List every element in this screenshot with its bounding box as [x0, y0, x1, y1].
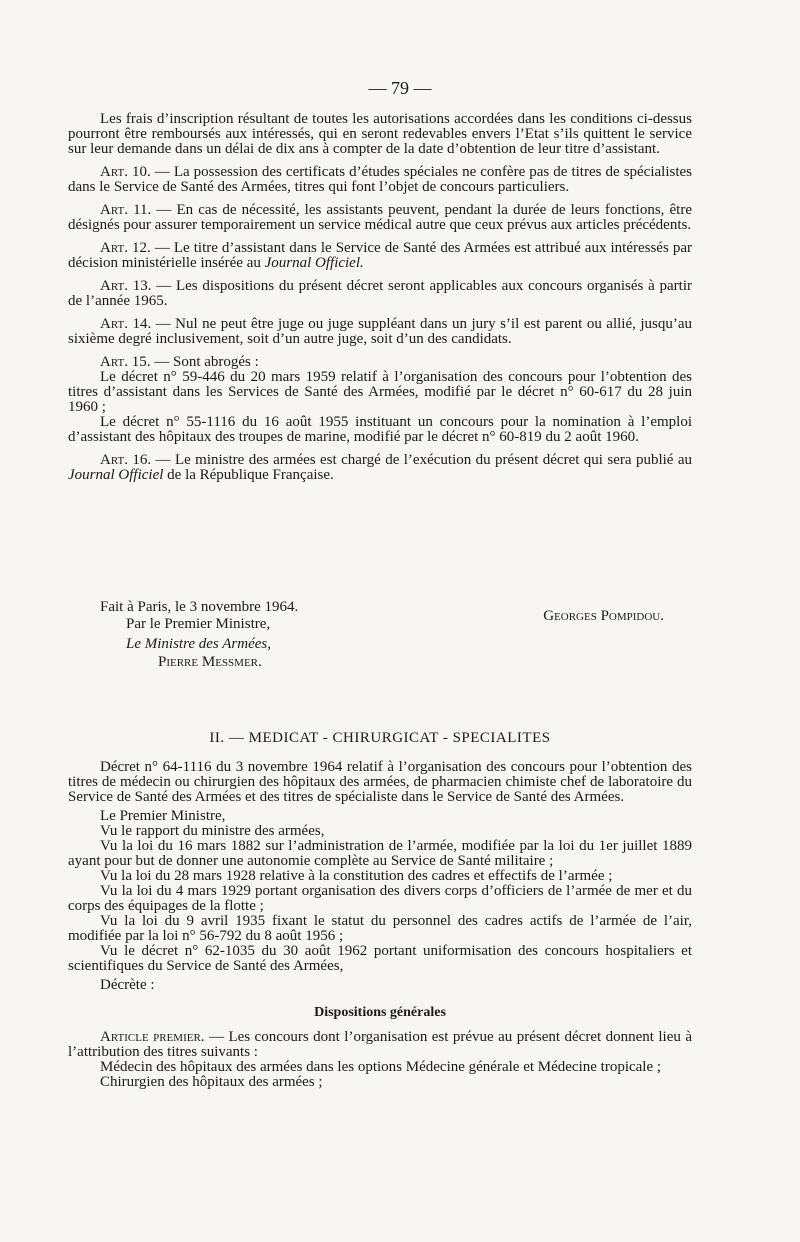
section-2: [68, 731, 692, 1090]
signature-block: [68, 600, 692, 670]
article-11: [68, 203, 692, 233]
article-16: [68, 453, 692, 483]
journal-officiel-ref: Journal Officiel.: [264, 255, 364, 271]
article-10: [68, 165, 692, 195]
article-text: — En cas de nécessité, les assistants peuvent, pendant la durée de leurs fonctions, être désignés pour assurer temporairement un service médical autre que ceux prévus aux articles précédents.: [68, 202, 692, 233]
page-number: — 79 —: [368, 78, 432, 98]
article-text-end: de la République Française.: [163, 467, 334, 483]
signature-for-pm: Par le Premier Ministre,: [126, 616, 271, 632]
journal-officiel-ref: Journal Officiel: [68, 467, 164, 483]
article-13: [68, 279, 692, 309]
article-text: — La possession des certificats d’études spéciales ne confère pas de titres de spécialistes dans le Service de Santé des Armées, titres qui font l’objet de concours particuliers.: [68, 164, 693, 195]
article-label: Art. 15.: [100, 354, 151, 370]
article-14: [68, 317, 692, 347]
article-premier: [68, 1030, 692, 1060]
article-text: — Les dispositions du présent décret seront applicables aux concours organisés à partir de l’année 1965.: [68, 278, 692, 309]
title-item-medecin: Médecin des hôpitaux des armées dans les options Médecine générale et Médecine tropicale ;: [100, 1059, 662, 1075]
signature-place-date: Fait à Paris, le 3 novembre 1964.: [100, 599, 299, 615]
article-label: Art. 10.: [100, 164, 151, 180]
vu-loi-1928: Vu la loi du 28 mars 1928 relative à la constitution des cadres et effectifs de l’armée ;: [100, 868, 613, 884]
article-text: — Sont abrogés :: [150, 354, 259, 370]
section-title: II. — MEDICAT - CHIRURGICAT - SPECIALITES: [209, 730, 551, 746]
article-label: Art. 14.: [100, 316, 152, 332]
vu-rapport: Vu le rapport du ministre des armées,: [100, 823, 325, 839]
vu-loi-1935: Vu la loi du 9 avril 1935 fixant le statut du personnel des cadres actifs de l’armée de l’air, modifiée par la loi n° 56-792 du 8 août 1956 ;: [68, 913, 692, 944]
article-continuation: [68, 112, 692, 483]
article-text: — Les concours dont l’organisation est prévue au présent décret donnent lieu à l’attribution des titres suivants :: [68, 1029, 692, 1060]
article-15-item-b: Le décret n° 55-1116 du 16 août 1955 instituant un concours pour la nomination à l’emploi d’assistant des hôpitaux des troupes de marine, modifié par le décret n° 60-819 du 2 août 1960.: [68, 414, 692, 445]
article-15-item-a: Le décret n° 59-446 du 20 mars 1959 relatif à l’organisation des concours pour l’obtention des titres d’assistant dans les Services de Santé des Armées, modifié par le décret n° 60-617 du 28 juin 1960 ;: [68, 369, 692, 415]
article-15: [68, 355, 692, 370]
vu-decret-1962: Vu le décret n° 62-1035 du 30 août 1962 portant uniformisation des concours hospitaliers et scientifiques du Service de Santé des Armées,: [68, 943, 692, 974]
article-label: Article premier.: [100, 1029, 205, 1045]
article-text: — Nul ne peut être juge ou juge suppléant dans un jury s’il est parent ou allié, jusqu’au sixième degré inclusivement, soit d’un autre juge, soit d’un des candidats.: [68, 316, 692, 347]
signature-minister-title: Le Ministre des Armées,: [126, 636, 271, 652]
dispositions-generales-heading: Dispositions générales: [314, 1005, 446, 1020]
article-label: Art. 13.: [100, 278, 152, 294]
title-item-chirurgien: Chirurgien des hôpitaux des armées ;: [100, 1074, 323, 1090]
decrete: Décrète :: [100, 977, 155, 993]
signature-pm-name: Georges Pompidou.: [543, 608, 664, 624]
article-label: Art. 11.: [100, 202, 152, 218]
vu-loi-1882: Vu la loi du 16 mars 1882 sur l’administration de l’armée, modifiée par la loi du 1er juillet 1889 ayant pour but de donner une autonomie complète au Service de Santé militaire ;: [68, 838, 692, 869]
decree-title: Décret n° 64-1116 du 3 novembre 1964 relatif à l’organisation des concours pour l’obtention des titres de médecin ou chirurgien des hôpitaux des armées, de pharmacien chimiste chef de laboratoire du Service de Santé des Armées et des titres de spécialiste dans le Service de Santé des Armées.: [68, 759, 692, 805]
paragraph-inscription-fees: Les frais d’inscription résultant de toutes les autorisations accordées dans les conditions ci-dessus pourront être remboursés aux intéressés, qui en seront redevables envers l’Etat s’ils quittent le service sur leur demande dans un délai de dix ans à compter de la date d’obtention de leur titre d’assistant.: [68, 111, 692, 157]
signature-minister-name: Pierre Messmer.: [158, 654, 262, 670]
article-label: Art. 16.: [100, 452, 152, 468]
article-text: — Le titre d’assistant dans le Service de Santé des Armées est attribué aux intéressés par décision ministérielle insérée au: [68, 240, 693, 271]
article-text: — Le ministre des armées est chargé de l’exécution du présent décret qui sera publié au: [151, 452, 692, 468]
article-12: [68, 241, 692, 271]
premier-ministre: Le Premier Ministre,: [100, 808, 226, 824]
vu-loi-1929: Vu la loi du 4 mars 1929 portant organisation des divers corps d’officiers de l’armée de mer et du corps des équipages de la flotte ;: [68, 883, 692, 914]
article-label: Art. 12.: [100, 240, 151, 256]
